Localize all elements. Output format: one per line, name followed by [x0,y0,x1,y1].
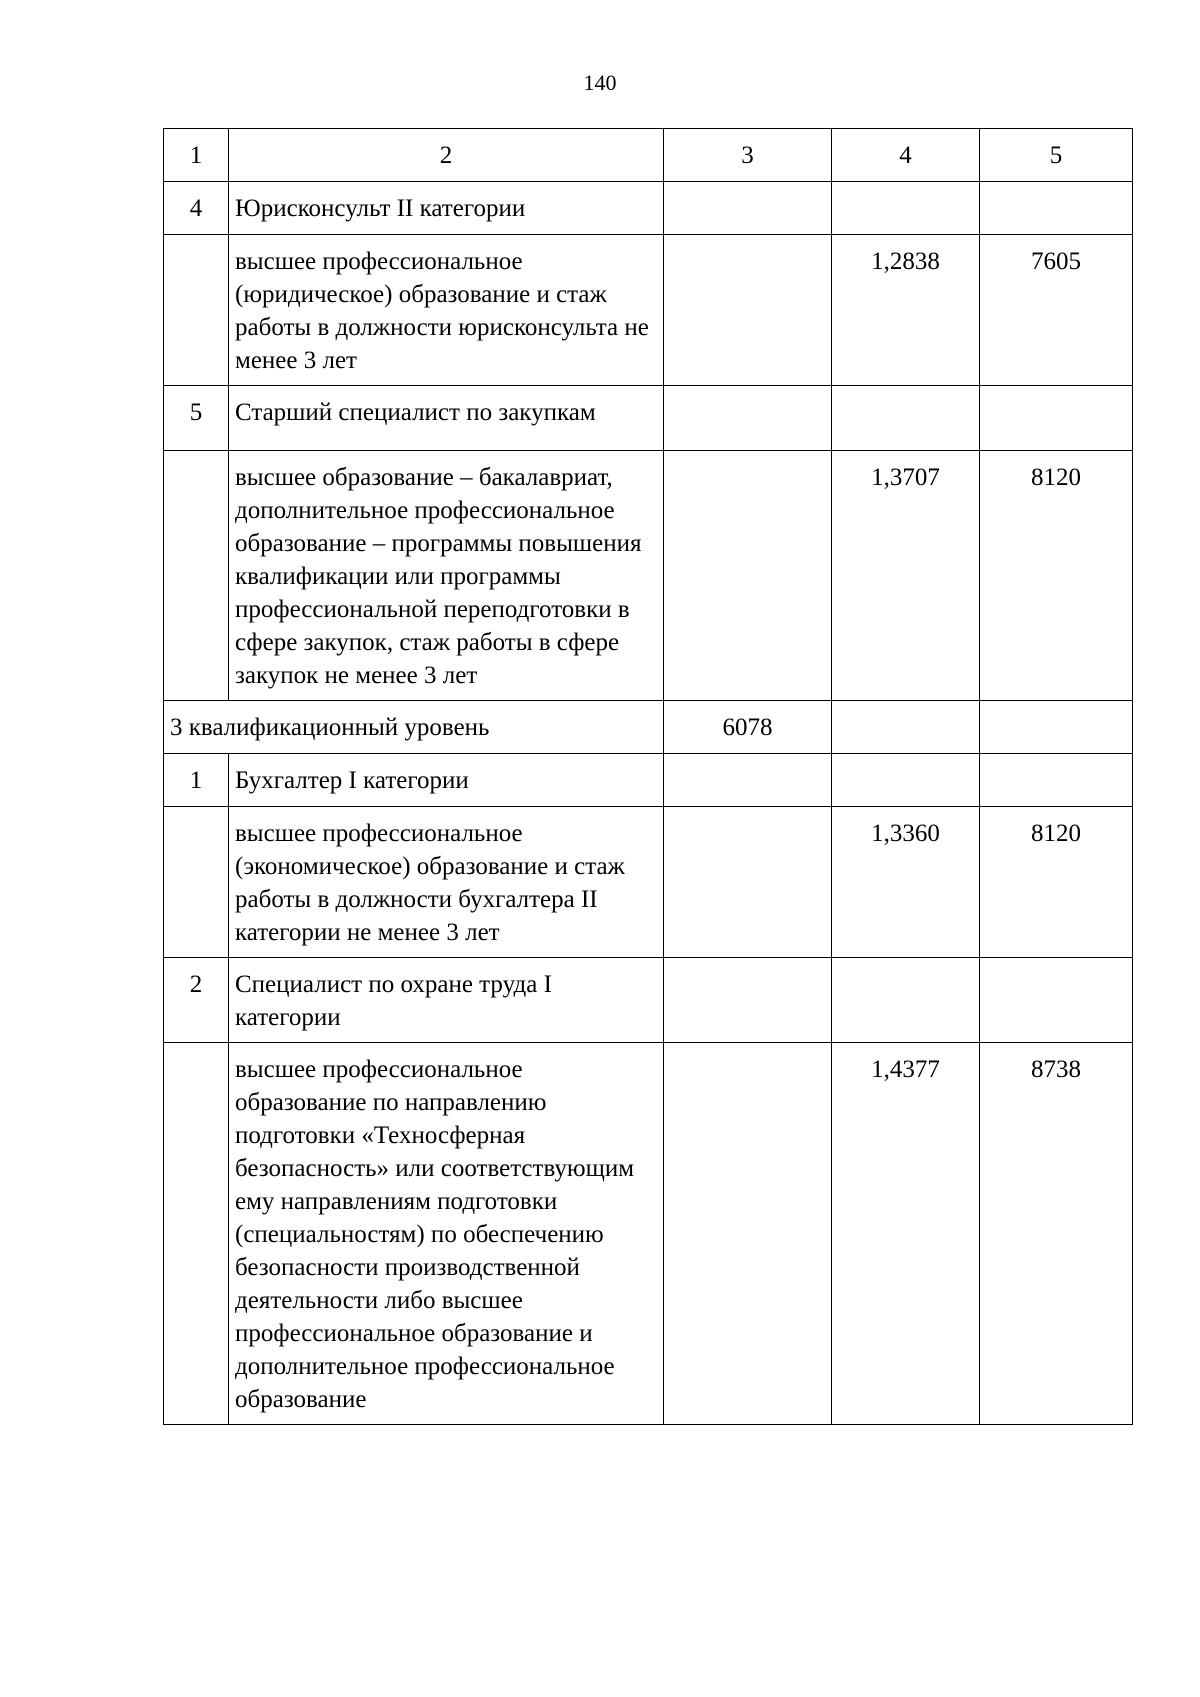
table-row [164,451,1133,701]
salary-cell [980,386,1133,451]
salary-cell [980,182,1133,235]
base-salary-cell: 6078 [664,701,832,754]
coefficient-cell: 1,2838 [832,235,980,386]
header-cell-1: 1 [164,129,229,182]
salary-cell: 7605 [980,235,1133,386]
table-row [164,235,1133,386]
page-number: 140 [583,70,617,95]
row-number [164,235,229,386]
table-row [164,958,1133,1043]
row-number: 4 [164,182,229,235]
salary-cell [980,958,1133,1043]
salary-cell: 8738 [980,1043,1133,1425]
row-number: 1 [164,754,229,807]
position-title: Специалист по охране труда I категории [229,958,664,1043]
base-salary-cell [664,386,832,451]
qualification-table [163,128,1133,1425]
coefficient-cell [832,754,980,807]
qualification-level-row [164,701,1133,754]
base-salary-cell [664,235,832,386]
coefficient-cell [832,182,980,235]
base-salary-cell [664,182,832,235]
table-header-row [164,129,1133,182]
row-number: 2 [164,958,229,1043]
salary-cell [980,701,1133,754]
coefficient-cell [832,386,980,451]
base-salary-cell [664,451,832,701]
coefficient-cell: 1,3707 [832,451,980,701]
header-cell-2: 2 [229,129,664,182]
row-number [164,1043,229,1425]
position-title: Старший специалист по закупкам [229,386,664,451]
salary-cell: 8120 [980,451,1133,701]
row-number: 5 [164,386,229,451]
coefficient-cell: 1,4377 [832,1043,980,1425]
position-title: Бухгалтер I категории [229,754,664,807]
base-salary-cell [664,754,832,807]
coefficient-cell [832,701,980,754]
qualification-requirements: высшее профессиональное (юридическое) образование и стаж работы в должности юрисконсульта не менее 3 лет [229,235,664,386]
row-number [164,807,229,958]
base-salary-cell [664,1043,832,1425]
salary-cell: 8120 [980,807,1133,958]
qualification-requirements: высшее профессиональное образование по направлению подготовки «Техносферная безопасность» или соответствующим ему направлениям подготовки (специальностям) по обеспечению безопасности производственной деятельности либо высшее профессиональное образование и дополнительное профессиональное образование [229,1043,664,1425]
qualification-requirements: высшее образование – бакалавриат, дополнительное профессиональное образование – программы повышения квалификации или программы профессиональной переподготовки в сфере закупок, стаж работы в сфере закупок не менее 3 лет [229,451,664,701]
coefficient-cell [832,958,980,1043]
table-row [164,1043,1133,1425]
row-number [164,451,229,701]
base-salary-cell [664,807,832,958]
position-title: Юрисконсульт II категории [229,182,664,235]
table-row [164,807,1133,958]
header-cell-5: 5 [980,129,1133,182]
coefficient-cell: 1,3360 [832,807,980,958]
table-row [164,182,1133,235]
salary-cell [980,754,1133,807]
header-cell-4: 4 [832,129,980,182]
header-cell-3: 3 [664,129,832,182]
qualification-level-label: 3 квалификационный уровень [164,701,664,754]
qualification-requirements: высшее профессиональное (экономическое) образование и стаж работы в должности бухгалтера II категории не менее 3 лет [229,807,664,958]
table-row [164,754,1133,807]
base-salary-cell [664,958,832,1043]
table-row [164,386,1133,451]
